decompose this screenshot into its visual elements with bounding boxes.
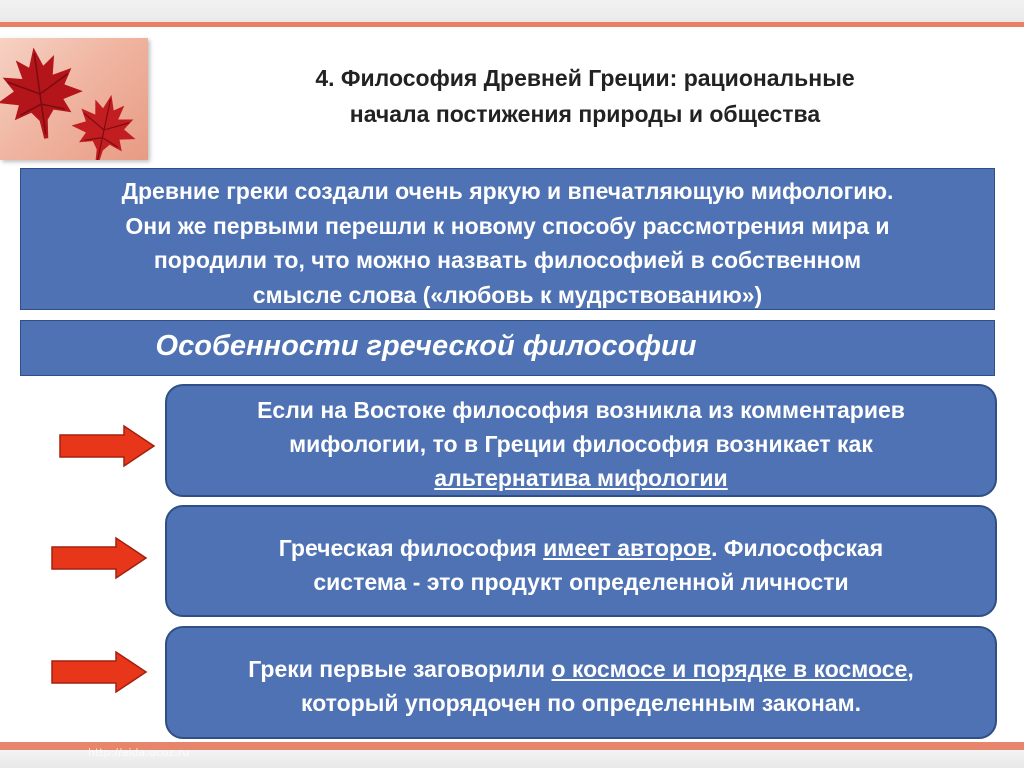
- card-2-line-2: система - это продукт определенной личности: [313, 569, 849, 595]
- feature-card-2: [165, 505, 997, 617]
- intro-line-1: Древние греки создали очень яркую и впечатляющую мифологию.: [121, 178, 894, 204]
- card-3-text-before: Греки первые заговорили: [248, 656, 552, 682]
- maple-leaf-small-icon: [65, 88, 144, 160]
- top-accent-stripe: [0, 22, 1024, 27]
- intro-line-4: смысле слова («любовь к мудрствованию»): [252, 281, 763, 308]
- intro-line-2: Они же первыми перешли к новому способу рассмотрения мира и: [125, 212, 890, 239]
- card-3-line-1: [167, 652, 995, 686]
- intro-text-box: [20, 168, 995, 310]
- slide-title-line-1: 4. Философия Древней Греции: рациональные: [315, 65, 855, 91]
- card-3-text-after: ,: [907, 656, 914, 682]
- card-2-underlined-phrase: имеет авторов: [543, 535, 712, 561]
- red-right-arrow-icon: [50, 536, 150, 580]
- slide-title-line-2: начала постижения природы и общества: [349, 101, 821, 127]
- features-heading-bar: [20, 320, 995, 376]
- card-2-line-1: [167, 531, 995, 565]
- maple-leaves-image: [0, 38, 148, 160]
- card-2-text-after: . Философская: [711, 535, 884, 561]
- red-right-arrow-icon: [50, 650, 150, 694]
- features-heading: Особенности греческой философии: [155, 330, 697, 362]
- card-1-line-2: мифологии, то в Греции философия возникает как: [289, 431, 873, 457]
- card-1-underlined-phrase: альтернатива мифологии: [434, 465, 728, 491]
- slide-title: [160, 60, 1010, 132]
- card-3-underlined-phrase: о космосе и порядке в космосе: [551, 656, 908, 682]
- maple-leaf-large-icon: [0, 42, 89, 145]
- card-2-text-before: Греческая философия: [278, 535, 544, 561]
- card-1-line-1: Если на Востоке философия возникла из комментариев: [257, 397, 905, 423]
- intro-line-3: породили то, что можно назвать философией в собственном: [153, 247, 862, 273]
- feature-card-1: [165, 384, 997, 497]
- source-url-watermark: http://aida.ucoz.ru: [88, 746, 190, 759]
- top-band: [0, 0, 1024, 22]
- card-3-line-2: который упорядочен по определенным законам.: [300, 690, 862, 716]
- feature-card-3: [165, 626, 997, 739]
- red-right-arrow-icon: [58, 424, 158, 468]
